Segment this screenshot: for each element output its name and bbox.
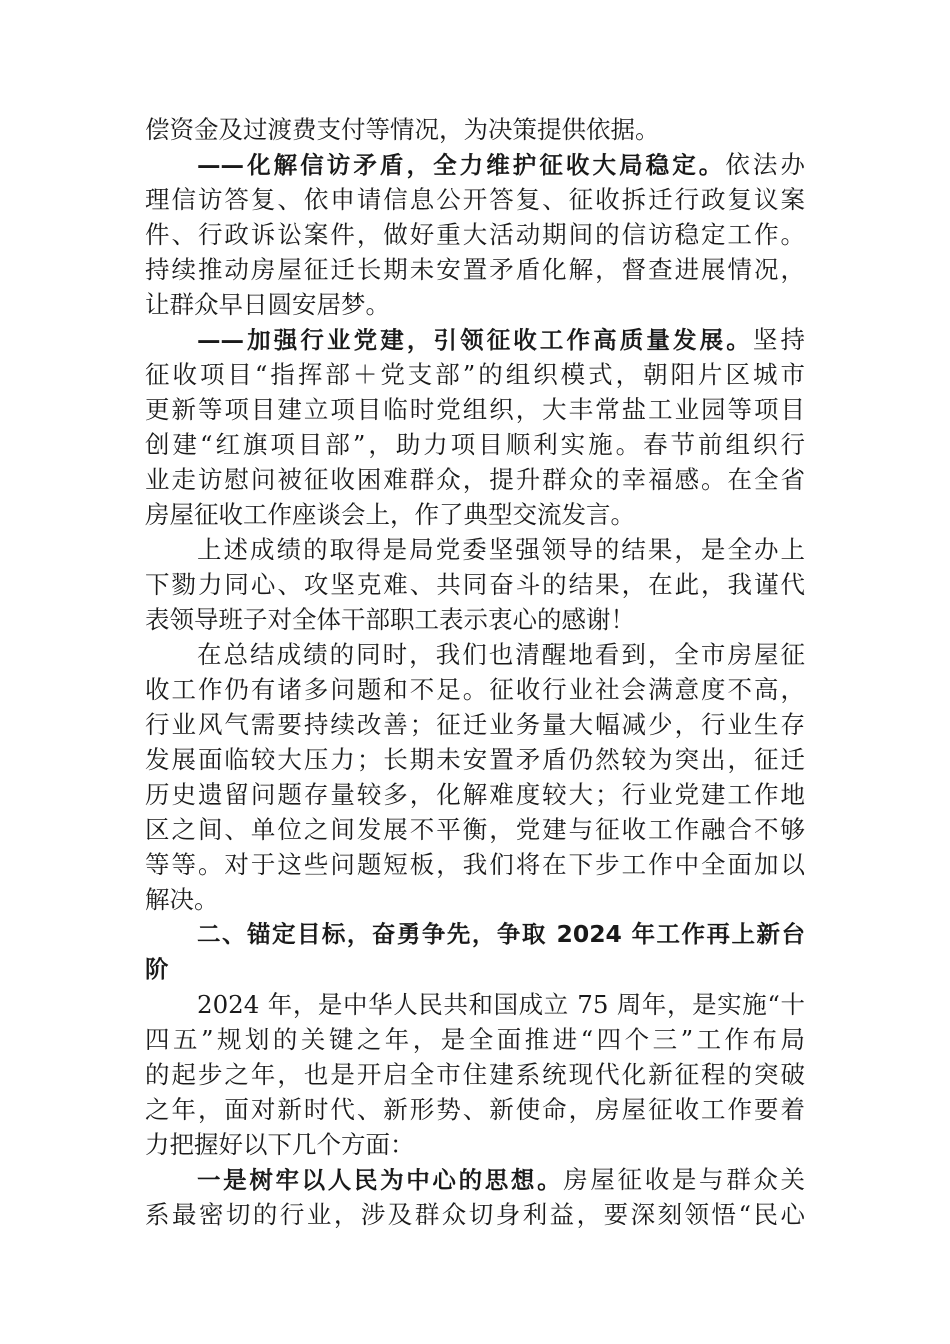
paragraph-line: 发展面临较大压力；长期未安置矛盾仍然较为突出，征迁 — [145, 745, 805, 774]
paragraph-line: 在总结成绩的同时，我们也清醒地看到，全市房屋征 — [197, 640, 805, 669]
paragraph-line: 上述成绩的取得是局党委坚强领导的结果，是全办上 — [197, 535, 805, 564]
paragraph-line: 创建“红旗项目部”，助力项目顺利实施。春节前组织行 — [145, 430, 805, 459]
paragraph-line: 历史遗留问题存量较多，化解难度较大；行业党建工作地 — [145, 780, 805, 809]
bold-lead-text: ——加强行业党建，引领征收工作高质量发展。 — [197, 326, 753, 354]
paragraph-line: 之年，面对新时代、新形势、新使命，房屋征收工作要着 — [145, 1095, 805, 1124]
paragraph-line: 更新等项目建立项目临时党组织，大丰常盐工业园等项目 — [145, 395, 805, 424]
paragraph-line: 的起步之年，也是开启全市住建系统现代化新征程的突破 — [145, 1060, 805, 1089]
paragraph-line: 房屋征收工作座谈会上，作了典型交流发言。 — [145, 500, 635, 529]
paragraph-line: 解决。 — [145, 885, 219, 914]
paragraph-line: 收工作仍有诸多问题和不足。征收行业社会满意度不高， — [145, 675, 805, 704]
paragraph-line: 持续推动房屋征迁长期未安置矛盾化解，督查进展情况， — [145, 255, 805, 284]
paragraph-line: 表领导班子对全体干部职工表示衷心的感谢！ — [145, 605, 635, 634]
paragraph-line: 征收项目“指挥部＋党支部”的组织模式，朝阳片区城市 — [145, 360, 805, 389]
paragraph-line: 让群众早日圆安居梦。 — [145, 290, 390, 319]
paragraph-line: 四五”规划的关键之年，是全面推进“四个三”工作布局 — [145, 1025, 805, 1054]
paragraph-line: 区之间、单位之间发展不平衡，党建与征收工作融合不够 — [145, 815, 805, 844]
section-heading: 阶 — [145, 955, 169, 983]
paragraph-text: 依法办 — [725, 150, 806, 179]
paragraph-line: 业走访慰问被征收困难群众，提升群众的幸福感。在全省 — [145, 465, 805, 494]
paragraph-line: 系最密切的行业，涉及群众切身利益，要深刻领悟“民心 — [145, 1200, 805, 1229]
paragraph-line: 下勠力同心、攻坚克难、共同奋斗的结果，在此，我谨代 — [145, 570, 805, 599]
bold-lead-text: ——化解信访矛盾，全力维护征收大局稳定。 — [197, 151, 726, 179]
paragraph-line — [145, 322, 805, 357]
paragraph-line: 件、行政诉讼案件，做好重大活动期间的信访稳定工作。 — [145, 220, 805, 249]
paragraph-line — [145, 147, 805, 182]
section-heading: 二、锚定目标，奋勇争先，争取 2024 年工作再上新台 — [197, 920, 805, 948]
paragraph-text: 坚持 — [752, 325, 806, 354]
paragraph-text: 房屋征收是与群众关 — [563, 1165, 806, 1194]
paragraph-line: 行业风气需要持续改善；征迁业务量大幅减少，行业生存 — [145, 710, 805, 739]
paragraph-line: 偿资金及过渡费支付等情况，为决策提供依据。 — [145, 115, 660, 144]
bold-lead-text: 一是树牢以人民为中心的思想。 — [197, 1166, 564, 1194]
paragraph-line: 等等。对于这些问题短板，我们将在下步工作中全面加以 — [145, 850, 805, 879]
paragraph-line: 2024 年，是中华人民共和国成立 75 周年，是实施“十 — [197, 990, 805, 1019]
paragraph-line — [145, 1162, 805, 1197]
document-page — [145, 112, 805, 1232]
paragraph-line: 力把握好以下几个方面： — [145, 1130, 415, 1159]
paragraph-line: 理信访答复、依申请信息公开答复、征收拆迁行政复议案 — [145, 185, 805, 214]
